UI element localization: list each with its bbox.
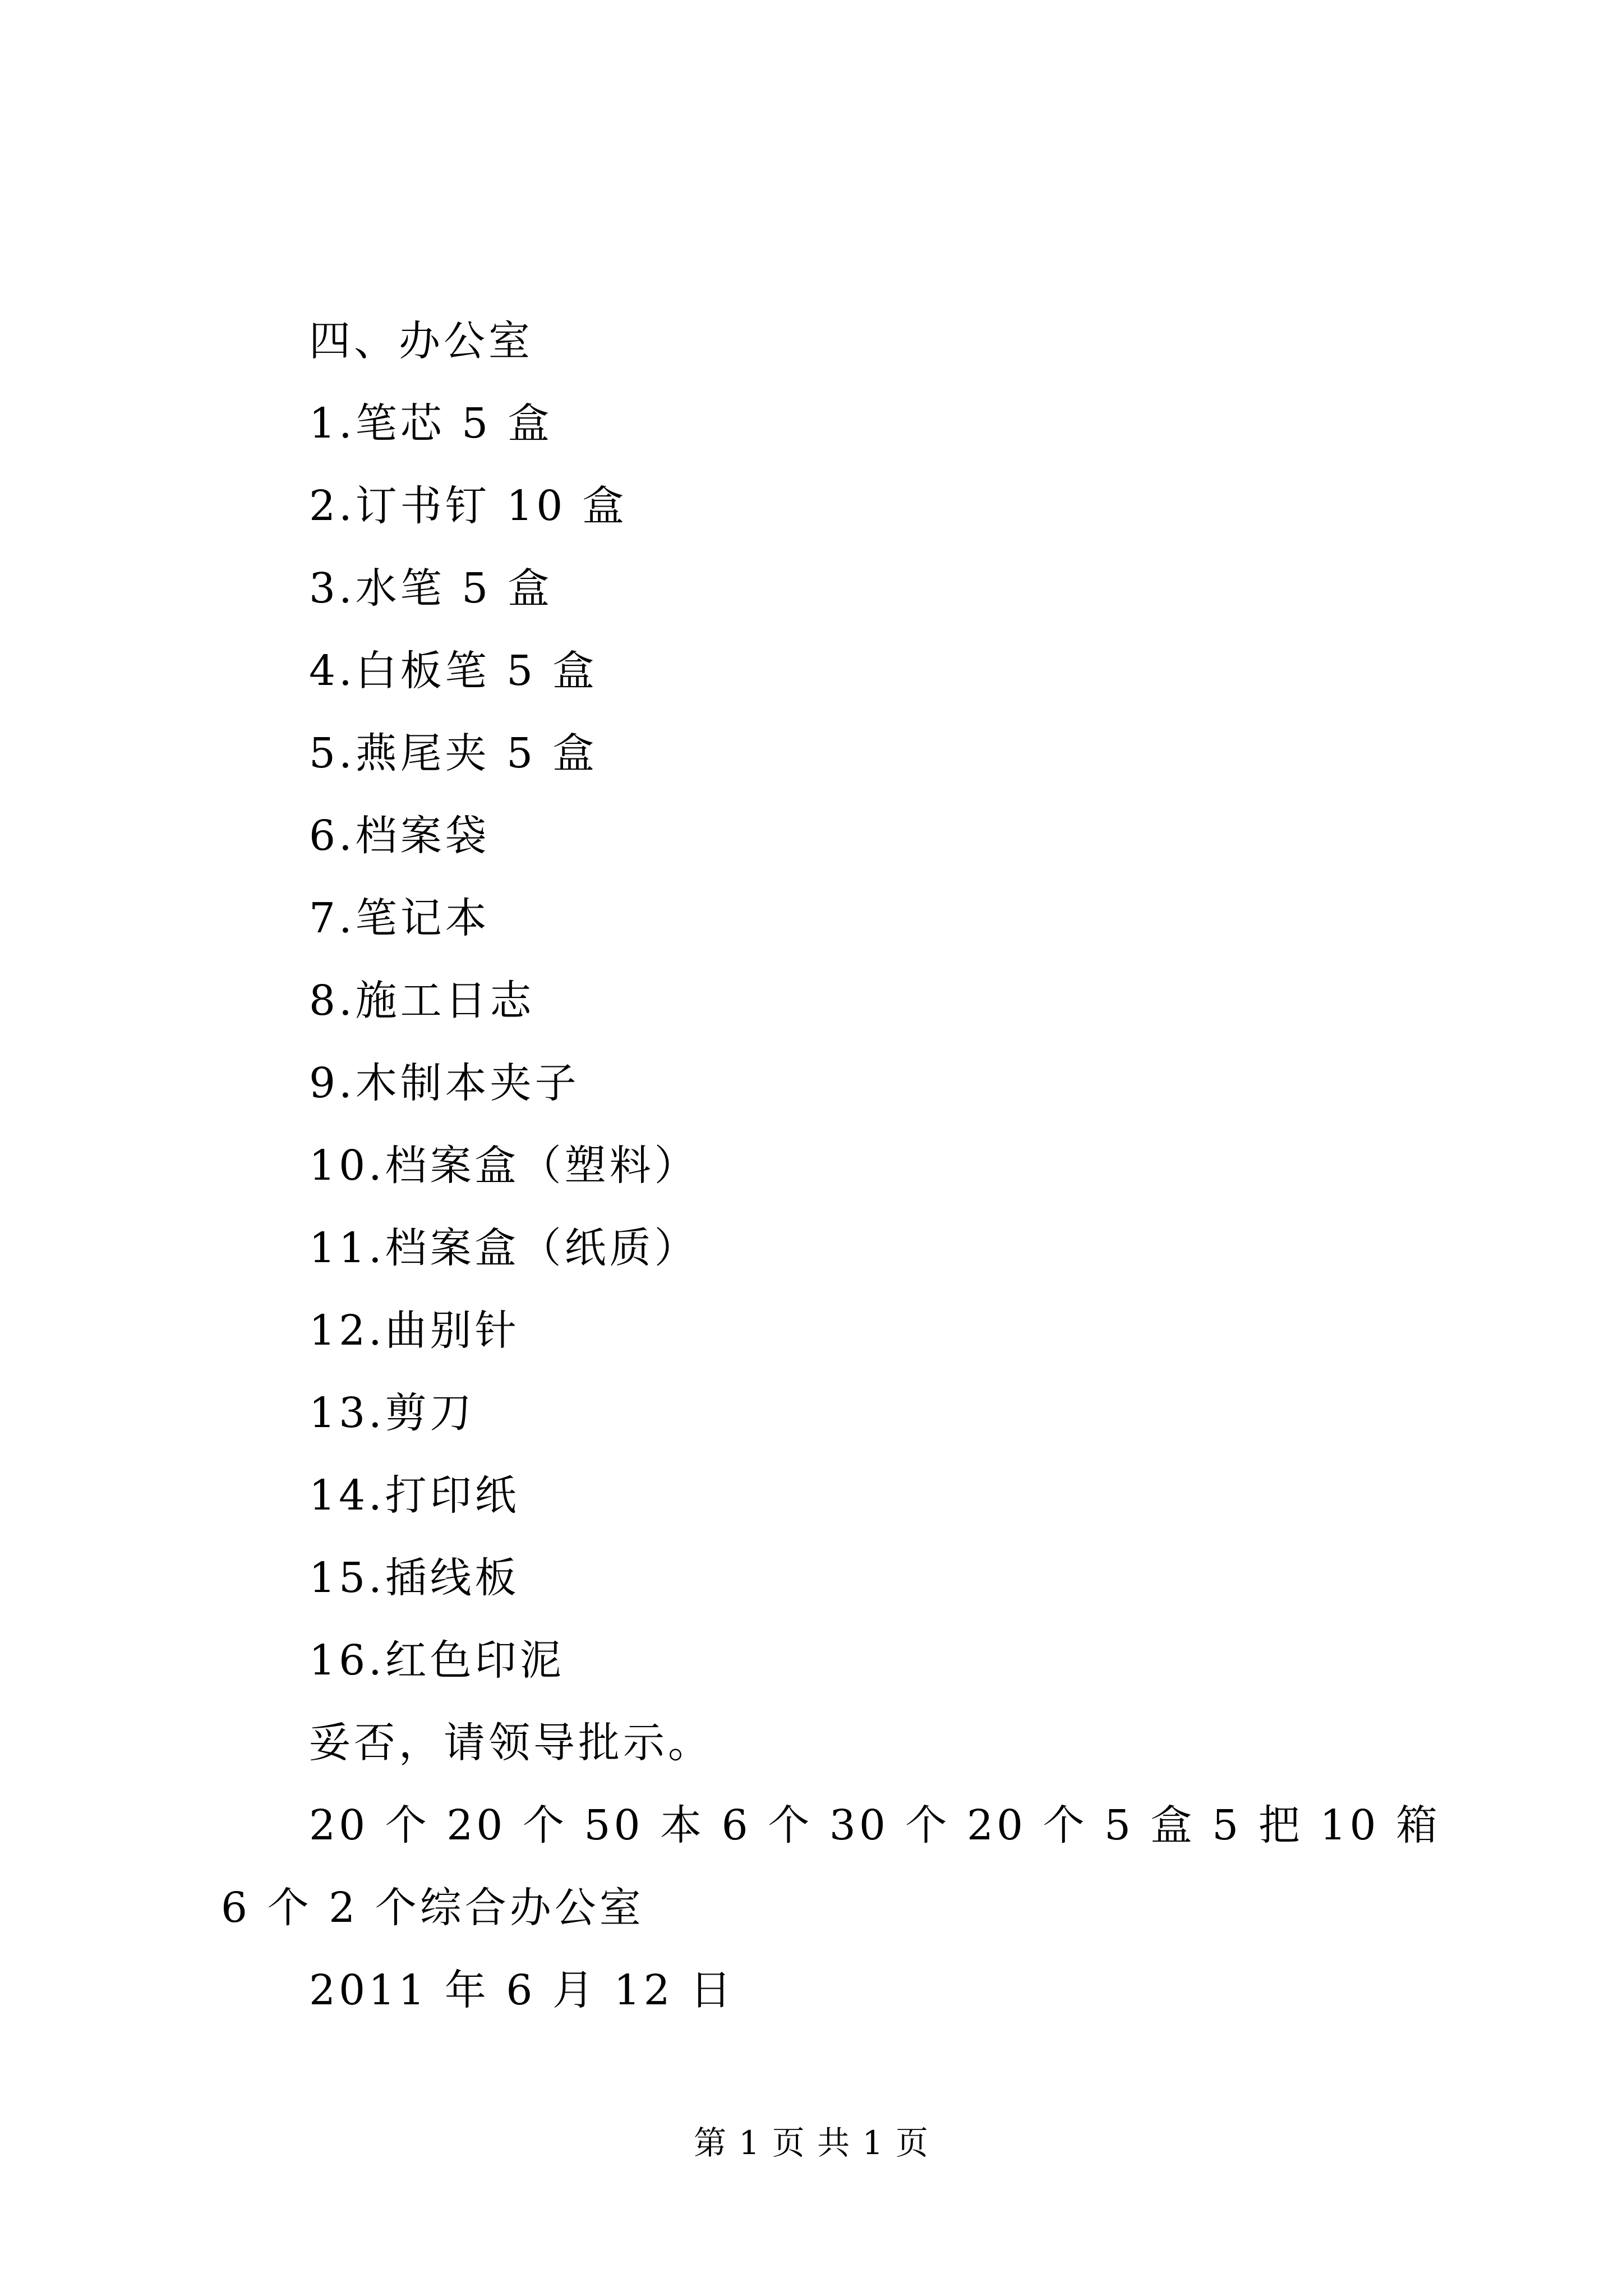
list-item: 16.红色印泥 — [309, 1636, 565, 1685]
list-item: 4.白板笔 5 盒 — [309, 647, 598, 695]
list-item: 7.笔记本 — [309, 894, 490, 942]
list-item: 9.木制本夹子 — [309, 1059, 580, 1107]
list-item: 12.曲别针 — [309, 1306, 520, 1355]
quantities-paragraph: 20 个 20 个 50 本 6 个 30 个 20 个 5 盒 5 把 10 箱 6 个 2 个综合办公室 — [221, 1801, 1441, 1932]
document-body — [221, 300, 1444, 2032]
list-item: 13.剪刀 — [309, 1389, 475, 1437]
document-date: 2011 年 6 月 12 日 — [309, 1966, 735, 2014]
list-item: 14.打印纸 — [309, 1471, 520, 1520]
list-item: 15.插线板 — [309, 1554, 520, 1602]
list-item: 2.订书钉 10 盒 — [309, 482, 628, 530]
list-item: 8.施工日志 — [309, 977, 535, 1025]
list-item: 5.燕尾夹 5 盒 — [309, 729, 598, 777]
list-item: 3.水笔 5 盒 — [309, 564, 553, 613]
closing-request: 妥否，请领导批示。 — [309, 1719, 713, 1767]
list-item: 6.档案袋 — [309, 812, 490, 860]
section-heading: 四、办公室 — [309, 317, 533, 365]
page-footer: 第 1 页 共 1 页 — [694, 2124, 929, 2162]
list-item: 10.档案盒（塑料） — [309, 1142, 699, 1190]
list-item: 11.档案盒（纸质） — [309, 1224, 699, 1272]
list-item: 1.笔芯 5 盒 — [309, 399, 553, 448]
